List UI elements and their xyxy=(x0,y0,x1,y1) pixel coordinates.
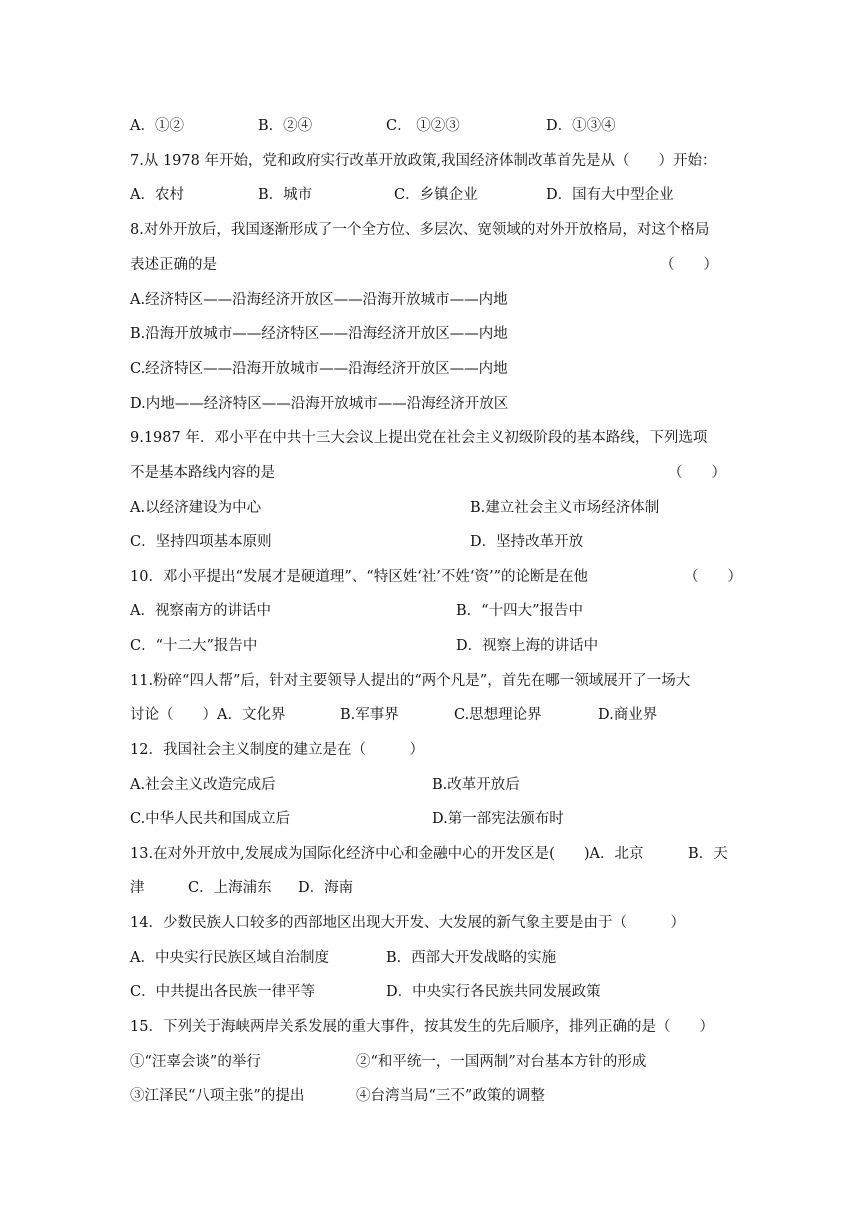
option-b: B.建立社会主义市场经济体制 xyxy=(470,500,660,516)
q12-options-cd xyxy=(130,807,730,831)
question-text: 14．少数民族人口较多的西部地区出现大开发、大发展的新气象主要是由于（ ） xyxy=(130,915,685,931)
option-d: D．①③④ xyxy=(546,118,616,134)
question-15 xyxy=(130,1015,730,1039)
q10-options-ab xyxy=(130,599,730,623)
question-12 xyxy=(130,738,730,762)
question-text: 8.对外开放后，我国逐渐形成了一个全方位、多层次、宽领域的对外开放格局，对这个格局 xyxy=(130,222,710,238)
option-c: C.思想理论界 xyxy=(454,707,542,723)
q8-option-b xyxy=(130,322,730,346)
question-text: 表述正确的是 xyxy=(130,257,217,273)
option-c: C．中共提出各民族一律平等 xyxy=(130,984,316,1000)
question-8-line-1 xyxy=(130,218,730,242)
option-text: D.内地——经济特区——沿海开放城市——沿海经济开放区 xyxy=(130,396,509,412)
option-b: B．天 xyxy=(688,846,728,862)
question-text: 不是基本路线内容的是 xyxy=(130,465,275,481)
answer-blank: （ ） xyxy=(660,257,718,273)
option-c: C．“十二大”报告中 xyxy=(130,638,258,654)
option-a: A.以经济建设为中心 xyxy=(130,500,262,516)
question-13-line-1 xyxy=(130,842,730,866)
question-text: 12．我国社会主义制度的建立是在（ ） xyxy=(130,742,424,758)
question-9-line-1 xyxy=(130,426,730,450)
option-b: B．西部大开发战略的实施 xyxy=(386,950,557,966)
option-c: C.中华人民共和国成立后 xyxy=(130,811,291,827)
item-1: ①“汪辜会谈”的举行 xyxy=(130,1054,261,1070)
question-10 xyxy=(130,565,742,589)
option-b-continued: 津 xyxy=(130,880,145,896)
option-c: C．乡镇企业 xyxy=(394,187,478,203)
question-9-line-2 xyxy=(130,461,730,485)
item-3: ③江泽民“八项主张”的提出 xyxy=(130,1088,305,1104)
question-13-line-2 xyxy=(130,876,730,900)
q8-option-a xyxy=(130,288,730,312)
option-d: D．中央实行各民族共同发展政策 xyxy=(386,984,601,1000)
question-7 xyxy=(130,149,730,173)
question-14 xyxy=(130,911,730,935)
option-a: A．中央实行民族区域自治制度 xyxy=(130,950,329,966)
option-c: C．上海浦东 xyxy=(188,880,272,896)
q8-option-d xyxy=(130,392,730,416)
option-a: A.社会主义改造完成后 xyxy=(130,777,276,793)
option-b: B.改革开放后 xyxy=(432,777,520,793)
question-text-option-a: 讨论（ ）A．文化界 xyxy=(130,707,286,723)
option-d: D．国有大中型企业 xyxy=(546,187,674,203)
q10-options-cd xyxy=(130,634,730,658)
q14-options-ab xyxy=(130,946,730,970)
option-c: C． ①②③ xyxy=(386,118,460,134)
q12-options-ab xyxy=(130,773,730,797)
option-b: B.军事界 xyxy=(340,707,399,723)
q7-options xyxy=(130,183,730,207)
option-a: A．①② xyxy=(130,118,184,134)
option-c: C．坚持四项基本原则 xyxy=(130,534,272,550)
option-a: A．视察南方的讲话中 xyxy=(130,603,271,619)
answer-blank: （ ） xyxy=(684,569,742,585)
question-11-line-1 xyxy=(130,669,730,693)
option-b: B．“十四大”报告中 xyxy=(456,603,583,619)
option-d: D.商业界 xyxy=(598,707,658,723)
answer-blank: （ ） xyxy=(668,465,726,481)
q15-items-34 xyxy=(130,1084,730,1108)
item-4: ④台湾当局“三不”政策的调整 xyxy=(356,1088,545,1104)
question-text-option-a: 13.在对外开放中,发展成为国际化经济中心和金融中心的开发区是( )A．北京 xyxy=(130,846,644,862)
option-d: D.第一部宪法颁布时 xyxy=(432,811,564,827)
option-d: D．海南 xyxy=(298,880,354,896)
question-text: 15．下列关于海峡两岸关系发展的重大事件，按其发生的先后顺序，排列正确的是（ ） xyxy=(130,1019,714,1035)
option-text: C.经济特区——沿海开放城市——沿海经济开放区——内地 xyxy=(130,361,508,377)
item-2: ②“和平统一，一国两制”对台基本方针的形成 xyxy=(356,1054,647,1070)
question-text: 11.粉碎“四人帮”后，针对主要领导人提出的“两个凡是”，首先在哪一领域展开了一场大 xyxy=(130,673,691,689)
question-8-line-2 xyxy=(130,253,730,277)
option-b: B．城市 xyxy=(258,187,313,203)
q8-option-c xyxy=(130,357,730,381)
question-11-line-2 xyxy=(130,703,730,727)
option-text: A.经济特区——沿海经济开放区——沿海开放城市——内地 xyxy=(130,292,508,308)
option-b: B．②④ xyxy=(258,118,313,134)
q14-options-cd xyxy=(130,980,730,1004)
q9-options-ab xyxy=(130,496,730,520)
q15-items-12 xyxy=(130,1050,730,1074)
option-d: D．坚持改革开放 xyxy=(470,534,584,550)
option-text: B.沿海开放城市——经济特区——沿海经济开放区——内地 xyxy=(130,326,508,342)
question-text: 9.1987 年．邓小平在中共十三大会议上提出党在社会主义初级阶段的基本路线，下列选项 xyxy=(130,430,708,446)
q6-options xyxy=(130,114,730,138)
option-d: D．视察上海的讲话中 xyxy=(456,638,599,654)
q9-options-cd xyxy=(130,530,730,554)
option-a: A．农村 xyxy=(130,187,184,203)
question-text: 10．邓小平提出“发展才是硬道理”、“特区姓‘社’不姓‘资’”的论断是在他 xyxy=(130,569,589,585)
question-text: 7.从 1978 年开始，党和政府实行改革开放政策,我国经济体制改革首先是从（ ）开始： xyxy=(130,153,717,169)
